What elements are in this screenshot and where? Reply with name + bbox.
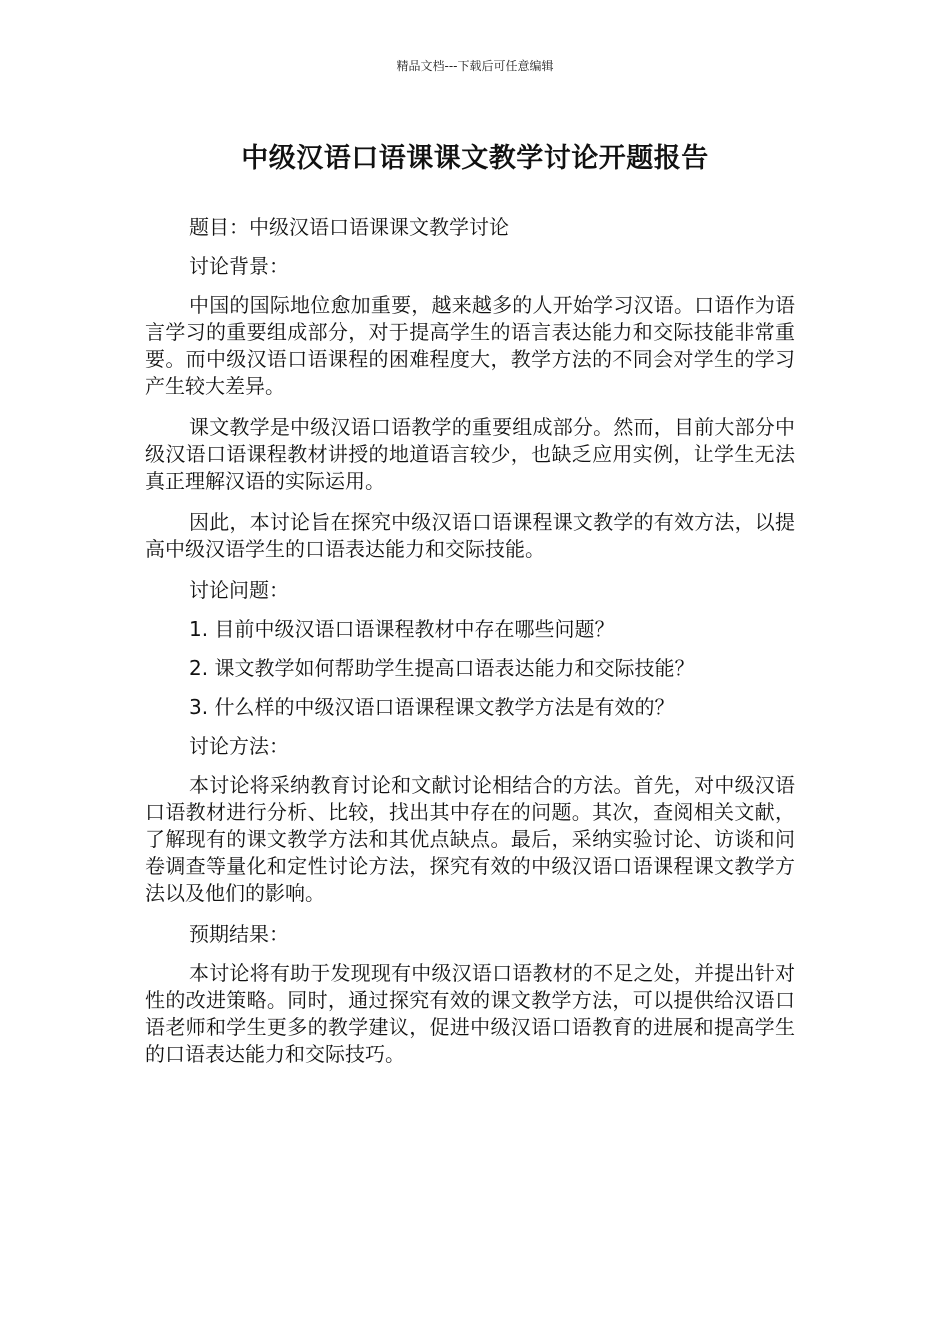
- background-paragraph: 课文教学是中级汉语口语教学的重要组成部分。然而，目前大部分中级汉语口语课程教材讲授的地道语言较少，也缺乏应用实例，让学生无法真正理解汉语的实际运用。: [145, 415, 795, 493]
- methods-paragraph: 本讨论将采纳教育讨论和文献讨论相结合的方法。首先，对中级汉语口语教材进行分析、比较，找出其中存在的问题。其次，查阅相关文献，了解现有的课文教学方法和其优点缺点。最后，采纳实验讨论、访谈和问卷调查等量化和定性讨论方法，探究有效的中级汉语口语课程课文教学方法以及他们的影响。: [145, 773, 795, 905]
- results-heading: 预期结果：: [189, 922, 289, 946]
- question-item: 2. 课文教学如何帮助学生提高口语表达能力和交际技能？: [189, 656, 695, 680]
- question-item: 3. 什么样的中级汉语口语课程课文教学方法是有效的？: [189, 695, 675, 719]
- page-header-note: 精品文档---下载后可任意编辑: [396, 59, 554, 73]
- document-title: 中级汉语口语课课文教学讨论开题报告: [241, 143, 709, 174]
- document-body: [145, 214, 795, 1082]
- background-heading: 讨论背景：: [189, 254, 289, 278]
- methods-heading: 讨论方法：: [189, 734, 289, 758]
- background-paragraph: 因此，本讨论旨在探究中级汉语口语课程课文教学的有效方法，以提高中级汉语学生的口语表达能力和交际技能。: [145, 510, 795, 561]
- topic-line: 题目：中级汉语口语课课文教学讨论: [189, 215, 509, 239]
- question-item: 1. 目前中级汉语口语课程教材中存在哪些问题？: [189, 617, 615, 641]
- results-paragraph: 本讨论将有助于发现现有中级汉语口语教材的不足之处，并提出针对性的改进策略。同时，通过探究有效的课文教学方法，可以提供给汉语口语老师和学生更多的教学建议，促进中级汉语口语教育的进展和提高学生的口语表达能力和交际技巧。: [145, 961, 795, 1066]
- background-paragraph: 中国的国际地位愈加重要，越来越多的人开始学习汉语。口语作为语言学习的重要组成部分，对于提高学生的语言表达能力和交际技能非常重要。而中级汉语口语课程的困难程度大，教学方法的不同会对学生的学习产生较大差异。: [145, 293, 795, 398]
- questions-heading: 讨论问题：: [189, 578, 289, 602]
